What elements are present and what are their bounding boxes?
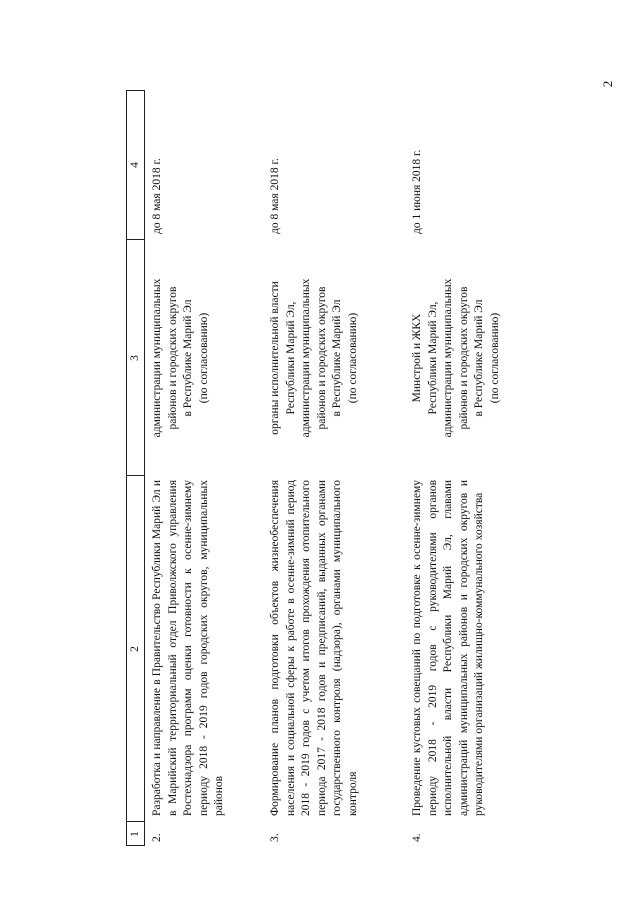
row-responsible: органы исполнительной власти Республики Марий Эл, администрации муниципальных районов и городских округов в Республике Марий Эл (по согласованию) <box>269 278 359 438</box>
row-number: 4. <box>411 833 423 842</box>
row-deadline: до 1 июня 2018 г. <box>411 149 423 234</box>
row-description: Формирование планов подготовки объектов жизнеобеспечения населения и социальной сферы к работе в осенне-зимний период 2018 - 2019 годов с учетом итогов прохождения отопительного периода 2017 - 2018 годов и предписаний, выданных органами государственного контроля (надзора), органами муниципального контроля <box>269 480 359 816</box>
row-deadline: до 8 мая 2018 г. <box>269 158 281 234</box>
row-number: 3. <box>269 833 281 842</box>
row-number: 2. <box>151 833 163 842</box>
header-bottom-border <box>144 90 145 846</box>
row-description: Разработка и направление в Правительство Республики Марий Эл и в Марийский территориальный отдел Приволжского управления Ростехнадзора программ оценки готовности к осенне-зимнему периоду 2018 - 2019 годов городских округов, муниципальных районов <box>151 480 226 816</box>
page-number: 2 <box>600 80 615 88</box>
column-header-4: 4 <box>129 162 141 168</box>
activities-table <box>126 90 622 846</box>
row-responsible: Минстрой и ЖКХ Республики Марий Эл, администрации муниципальных районов и городских округов в Республике Марий Эл (по согласованию) <box>411 278 501 438</box>
document-sheet <box>126 90 622 846</box>
column-header-3: 3 <box>129 355 141 361</box>
column-header-1: 1 <box>129 831 141 837</box>
row-deadline: до 8 мая 2018 г. <box>151 158 163 234</box>
column-header-2: 2 <box>129 646 141 652</box>
row-description: Проведение кустовых совещаний по подготовке к осенне-зимнему периоду 2018 - 2019 годов с руководителями органов исполнительной власти Республики Марий Эл, главами администраций муниципальных районов и городских округов и руководителями организаций жилищно-коммунального хозяйства <box>411 480 486 816</box>
row-responsible: администрации муниципальных районов и городских округов в Республике Марий Эл (по согласованию) <box>151 278 210 438</box>
